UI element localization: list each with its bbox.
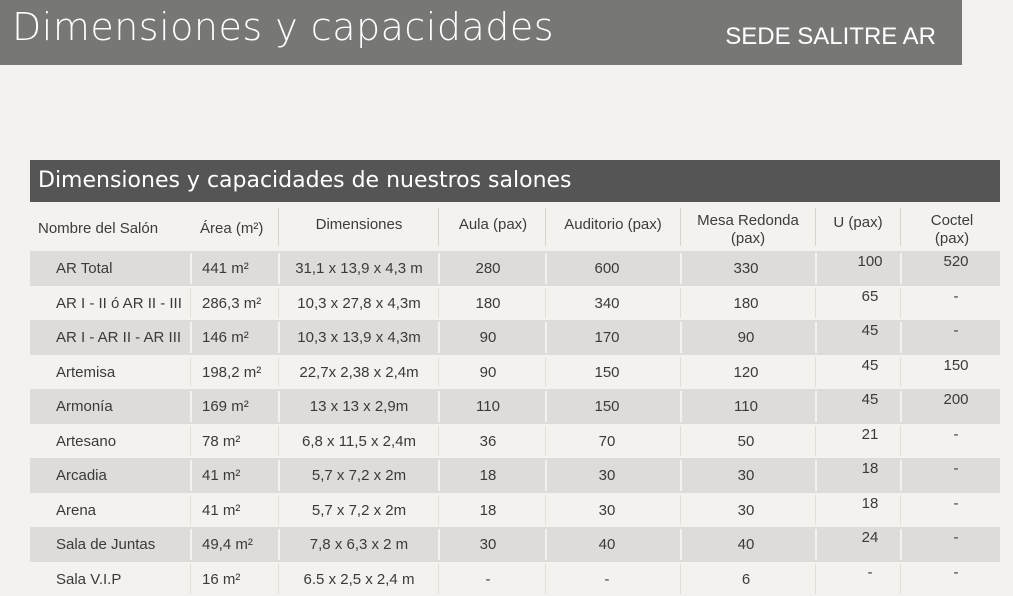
capacity-auditorio: 30 (546, 502, 668, 520)
room-dimensions: 5,7 x 7,2 x 2m (280, 467, 438, 485)
column-separator (815, 322, 817, 353)
capacity-coctel: - (906, 529, 1006, 547)
section-header (30, 160, 1000, 202)
room-dimensions: 10,3 x 27,8 x 4,3m (280, 295, 438, 313)
room-dimensions: 6,8 x 11,5 x 2,4m (280, 433, 438, 451)
room-dimensions: 10,3 x 13,9 x 4,3m (280, 329, 438, 347)
column-separator (190, 322, 192, 353)
column-separator (815, 564, 816, 595)
table-row (30, 389, 1000, 424)
capacity-coctel: 520 (906, 253, 1006, 271)
room-dimensions: 22,7x 2,38 x 2,4m (280, 364, 438, 382)
capacity-u: - (820, 564, 920, 582)
column-separator (278, 564, 279, 595)
capacity-coctel: - (906, 288, 1006, 306)
title-banner (0, 0, 962, 65)
capacity-mesa-redonda: 180 (680, 295, 812, 313)
capacity-u: 45 (820, 357, 920, 375)
column-separator (190, 253, 192, 284)
column-separator (190, 426, 191, 457)
capacity-u: 100 (820, 253, 920, 271)
table-row (30, 251, 1000, 286)
capacity-aula: 90 (440, 364, 536, 382)
capacity-aula: 180 (440, 295, 536, 313)
room-area: 78 m² (202, 433, 240, 451)
room-area: 41 m² (202, 502, 240, 520)
capacity-coctel: 200 (906, 391, 1006, 409)
table-header (30, 204, 1000, 251)
capacity-auditorio: 30 (546, 467, 668, 485)
header-mesa-line1: Mesa Redonda (682, 212, 814, 230)
header-area: Área (m²) (200, 220, 263, 238)
table-body (30, 251, 1000, 596)
capacity-u: 45 (820, 322, 920, 340)
capacity-aula: 30 (440, 536, 536, 554)
capacity-aula: 280 (440, 260, 536, 278)
room-dimensions: 31,1 x 13,9 x 4,3 m (280, 260, 438, 278)
room-name: Artemisa (56, 364, 115, 382)
capacity-aula: 110 (440, 398, 536, 416)
capacity-mesa-redonda: 50 (680, 433, 812, 451)
capacity-mesa-redonda: 30 (680, 467, 812, 485)
column-separator (278, 426, 279, 457)
table-row (30, 355, 1000, 390)
room-area: 198,2 m² (202, 364, 261, 382)
capacity-coctel: 150 (906, 357, 1006, 375)
room-area: 441 m² (202, 260, 249, 278)
capacity-coctel: - (906, 426, 1006, 444)
capacity-mesa-redonda: 6 (680, 571, 812, 589)
room-area: 146 m² (202, 329, 249, 347)
room-name: Sala de Juntas (56, 536, 155, 554)
capacity-u: 18 (820, 495, 920, 513)
column-separator (438, 564, 439, 595)
header-divider (438, 208, 439, 246)
column-separator (190, 357, 191, 388)
column-separator (815, 426, 816, 457)
capacity-u: 45 (820, 391, 920, 409)
room-area: 169 m² (202, 398, 249, 416)
column-separator (278, 288, 279, 319)
capacity-auditorio: 600 (546, 260, 668, 278)
capacity-aula: 90 (440, 329, 536, 347)
header-coctel (902, 212, 1002, 248)
header-divider (278, 208, 279, 246)
capacity-mesa-redonda: 330 (680, 260, 812, 278)
room-name: AR Total (56, 260, 112, 278)
room-dimensions: 6.5 x 2,5 x 2,4 m (280, 571, 438, 589)
room-name: Arcadia (56, 467, 107, 485)
column-separator (815, 253, 817, 284)
capacity-auditorio: 70 (546, 433, 668, 451)
header-mesa-redonda (682, 212, 814, 248)
capacity-mesa-redonda: 110 (680, 398, 812, 416)
column-separator (278, 495, 279, 526)
column-separator (278, 357, 279, 388)
column-separator (815, 357, 816, 388)
capacity-u: 18 (820, 460, 920, 478)
capacity-u: 21 (820, 426, 920, 444)
page-title: Dimensiones y capacidades (12, 2, 554, 52)
capacity-auditorio: 40 (546, 536, 668, 554)
table-row (30, 320, 1000, 355)
room-name: Artesano (56, 433, 116, 451)
column-separator (438, 288, 439, 319)
capacity-aula: 18 (440, 467, 536, 485)
room-dimensions: 13 x 13 x 2,9m (280, 398, 438, 416)
capacity-u: 65 (820, 288, 920, 306)
capacity-aula: 18 (440, 502, 536, 520)
column-separator (190, 391, 192, 422)
column-separator (815, 529, 817, 560)
room-name: Sala V.I.P (56, 571, 121, 589)
capacity-mesa-redonda: 120 (680, 364, 812, 382)
capacity-auditorio: 150 (546, 364, 668, 382)
column-separator (815, 391, 817, 422)
capacity-mesa-redonda: 90 (680, 329, 812, 347)
header-u: U (pax) (816, 214, 900, 232)
room-dimensions: 5,7 x 7,2 x 2m (280, 502, 438, 520)
header-mesa-line2: (pax) (682, 230, 814, 248)
room-name: AR I - AR II - AR III (56, 329, 181, 347)
header-auditorio: Auditorio (pax) (546, 216, 680, 234)
capacity-coctel: - (906, 460, 1006, 478)
header-aula: Aula (pax) (440, 216, 546, 234)
venue-name: SEDE SALITRE AR (725, 22, 936, 52)
column-separator (438, 426, 439, 457)
column-separator (438, 495, 439, 526)
capacity-table (30, 204, 1000, 596)
header-divider (900, 208, 901, 246)
room-area: 49,4 m² (202, 536, 253, 554)
capacity-auditorio: 340 (546, 295, 668, 313)
column-separator (815, 288, 816, 319)
capacity-aula: 36 (440, 433, 536, 451)
room-name: Armonía (56, 398, 113, 416)
column-separator (190, 564, 191, 595)
capacity-u: 24 (820, 529, 920, 547)
room-dimensions: 7,8 x 6,3 x 2 m (280, 536, 438, 554)
header-coctel-line1: Coctel (902, 212, 1002, 230)
capacity-auditorio: 170 (546, 329, 668, 347)
header-dimensions: Dimensiones (280, 216, 438, 234)
capacity-auditorio: - (546, 571, 668, 589)
column-separator (190, 495, 191, 526)
header-divider (680, 208, 681, 246)
table-row (30, 562, 1000, 596)
table-row (30, 286, 1000, 321)
capacity-mesa-redonda: 40 (680, 536, 812, 554)
capacity-auditorio: 150 (546, 398, 668, 416)
capacity-coctel: - (906, 322, 1006, 340)
capacity-coctel: - (906, 495, 1006, 513)
room-area: 41 m² (202, 467, 240, 485)
room-name: Arena (56, 502, 96, 520)
column-separator (815, 460, 817, 491)
column-separator (190, 288, 191, 319)
capacity-mesa-redonda: 30 (680, 502, 812, 520)
column-separator (438, 357, 439, 388)
section-title: Dimensiones y capacidades de nuestros salones (38, 166, 572, 196)
header-name: Nombre del Salón (38, 220, 158, 238)
column-separator (190, 460, 192, 491)
column-separator (815, 495, 816, 526)
table-row (30, 527, 1000, 562)
capacity-coctel: - (906, 564, 1006, 582)
capacity-aula: - (440, 571, 536, 589)
room-name: AR I - II ó AR II - III (56, 295, 182, 313)
column-separator (190, 529, 192, 560)
table-row (30, 424, 1000, 459)
table-row (30, 493, 1000, 528)
room-area: 16 m² (202, 571, 240, 589)
table-row (30, 458, 1000, 493)
header-coctel-line2: (pax) (902, 230, 1002, 248)
room-area: 286,3 m² (202, 295, 261, 313)
